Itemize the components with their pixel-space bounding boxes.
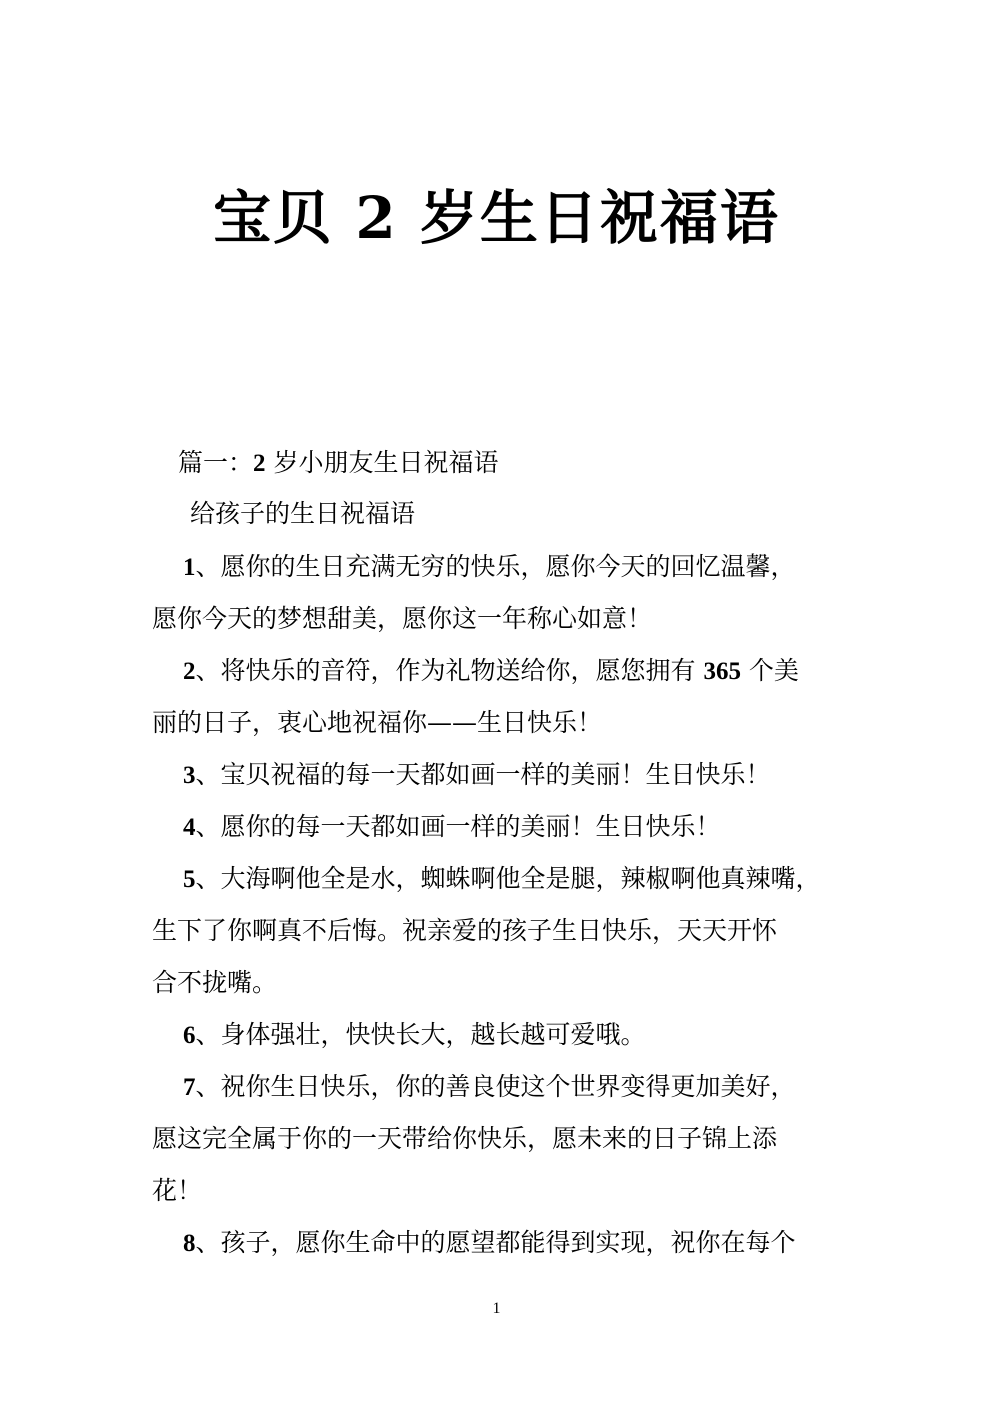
paragraph-line: 6、身体强壮，快快长大，越长越可爱哦。 — [183, 1020, 646, 1049]
subheading: 给孩子的生日祝福语 — [190, 499, 416, 528]
paragraph-line: 8、孩子，愿你生命中的愿望都能得到实现，祝你在每个 — [183, 1228, 796, 1257]
paragraph-line: 生下了你啊真不后悔。祝亲爱的孩子生日快乐，天天开怀 — [152, 916, 778, 945]
paragraph-line: 丽的日子，衷心地祝福你——生日快乐！ — [152, 708, 603, 737]
document-title: 宝贝 2 岁生日祝福语 — [213, 184, 780, 252]
paragraph-line: 愿这完全属于你的一天带给你快乐，愿未来的日子锦上添 — [152, 1124, 778, 1153]
paragraph-line: 2、将快乐的音符，作为礼物送给你，愿您拥有 365 个美 — [183, 656, 799, 685]
paragraph-line: 愿你今天的梦想甜美，愿你这一年称心如意！ — [152, 604, 653, 633]
paragraph-line: 5、大海啊他全是水，蜘蛛啊他全是腿，辣椒啊他真辣嘴， — [183, 864, 821, 893]
paragraph-line: 4、愿你的每一天都如画一样的美丽！生日快乐！ — [183, 812, 721, 841]
page-number: 1 — [492, 1300, 501, 1317]
paragraph-line: 合不拢嘴。 — [152, 968, 278, 997]
paragraph-line: 1、愿你的生日充满无穷的快乐，愿你今天的回忆温馨， — [183, 552, 796, 581]
section-heading: 篇一：2 岁小朋友生日祝福语 — [178, 448, 499, 477]
paragraph-line: 3、宝贝祝福的每一天都如画一样的美丽！生日快乐！ — [183, 760, 771, 789]
paragraph-line: 7、祝你生日快乐，你的善良使这个世界变得更加美好， — [183, 1072, 796, 1101]
paragraph-line: 花！ — [152, 1176, 203, 1205]
